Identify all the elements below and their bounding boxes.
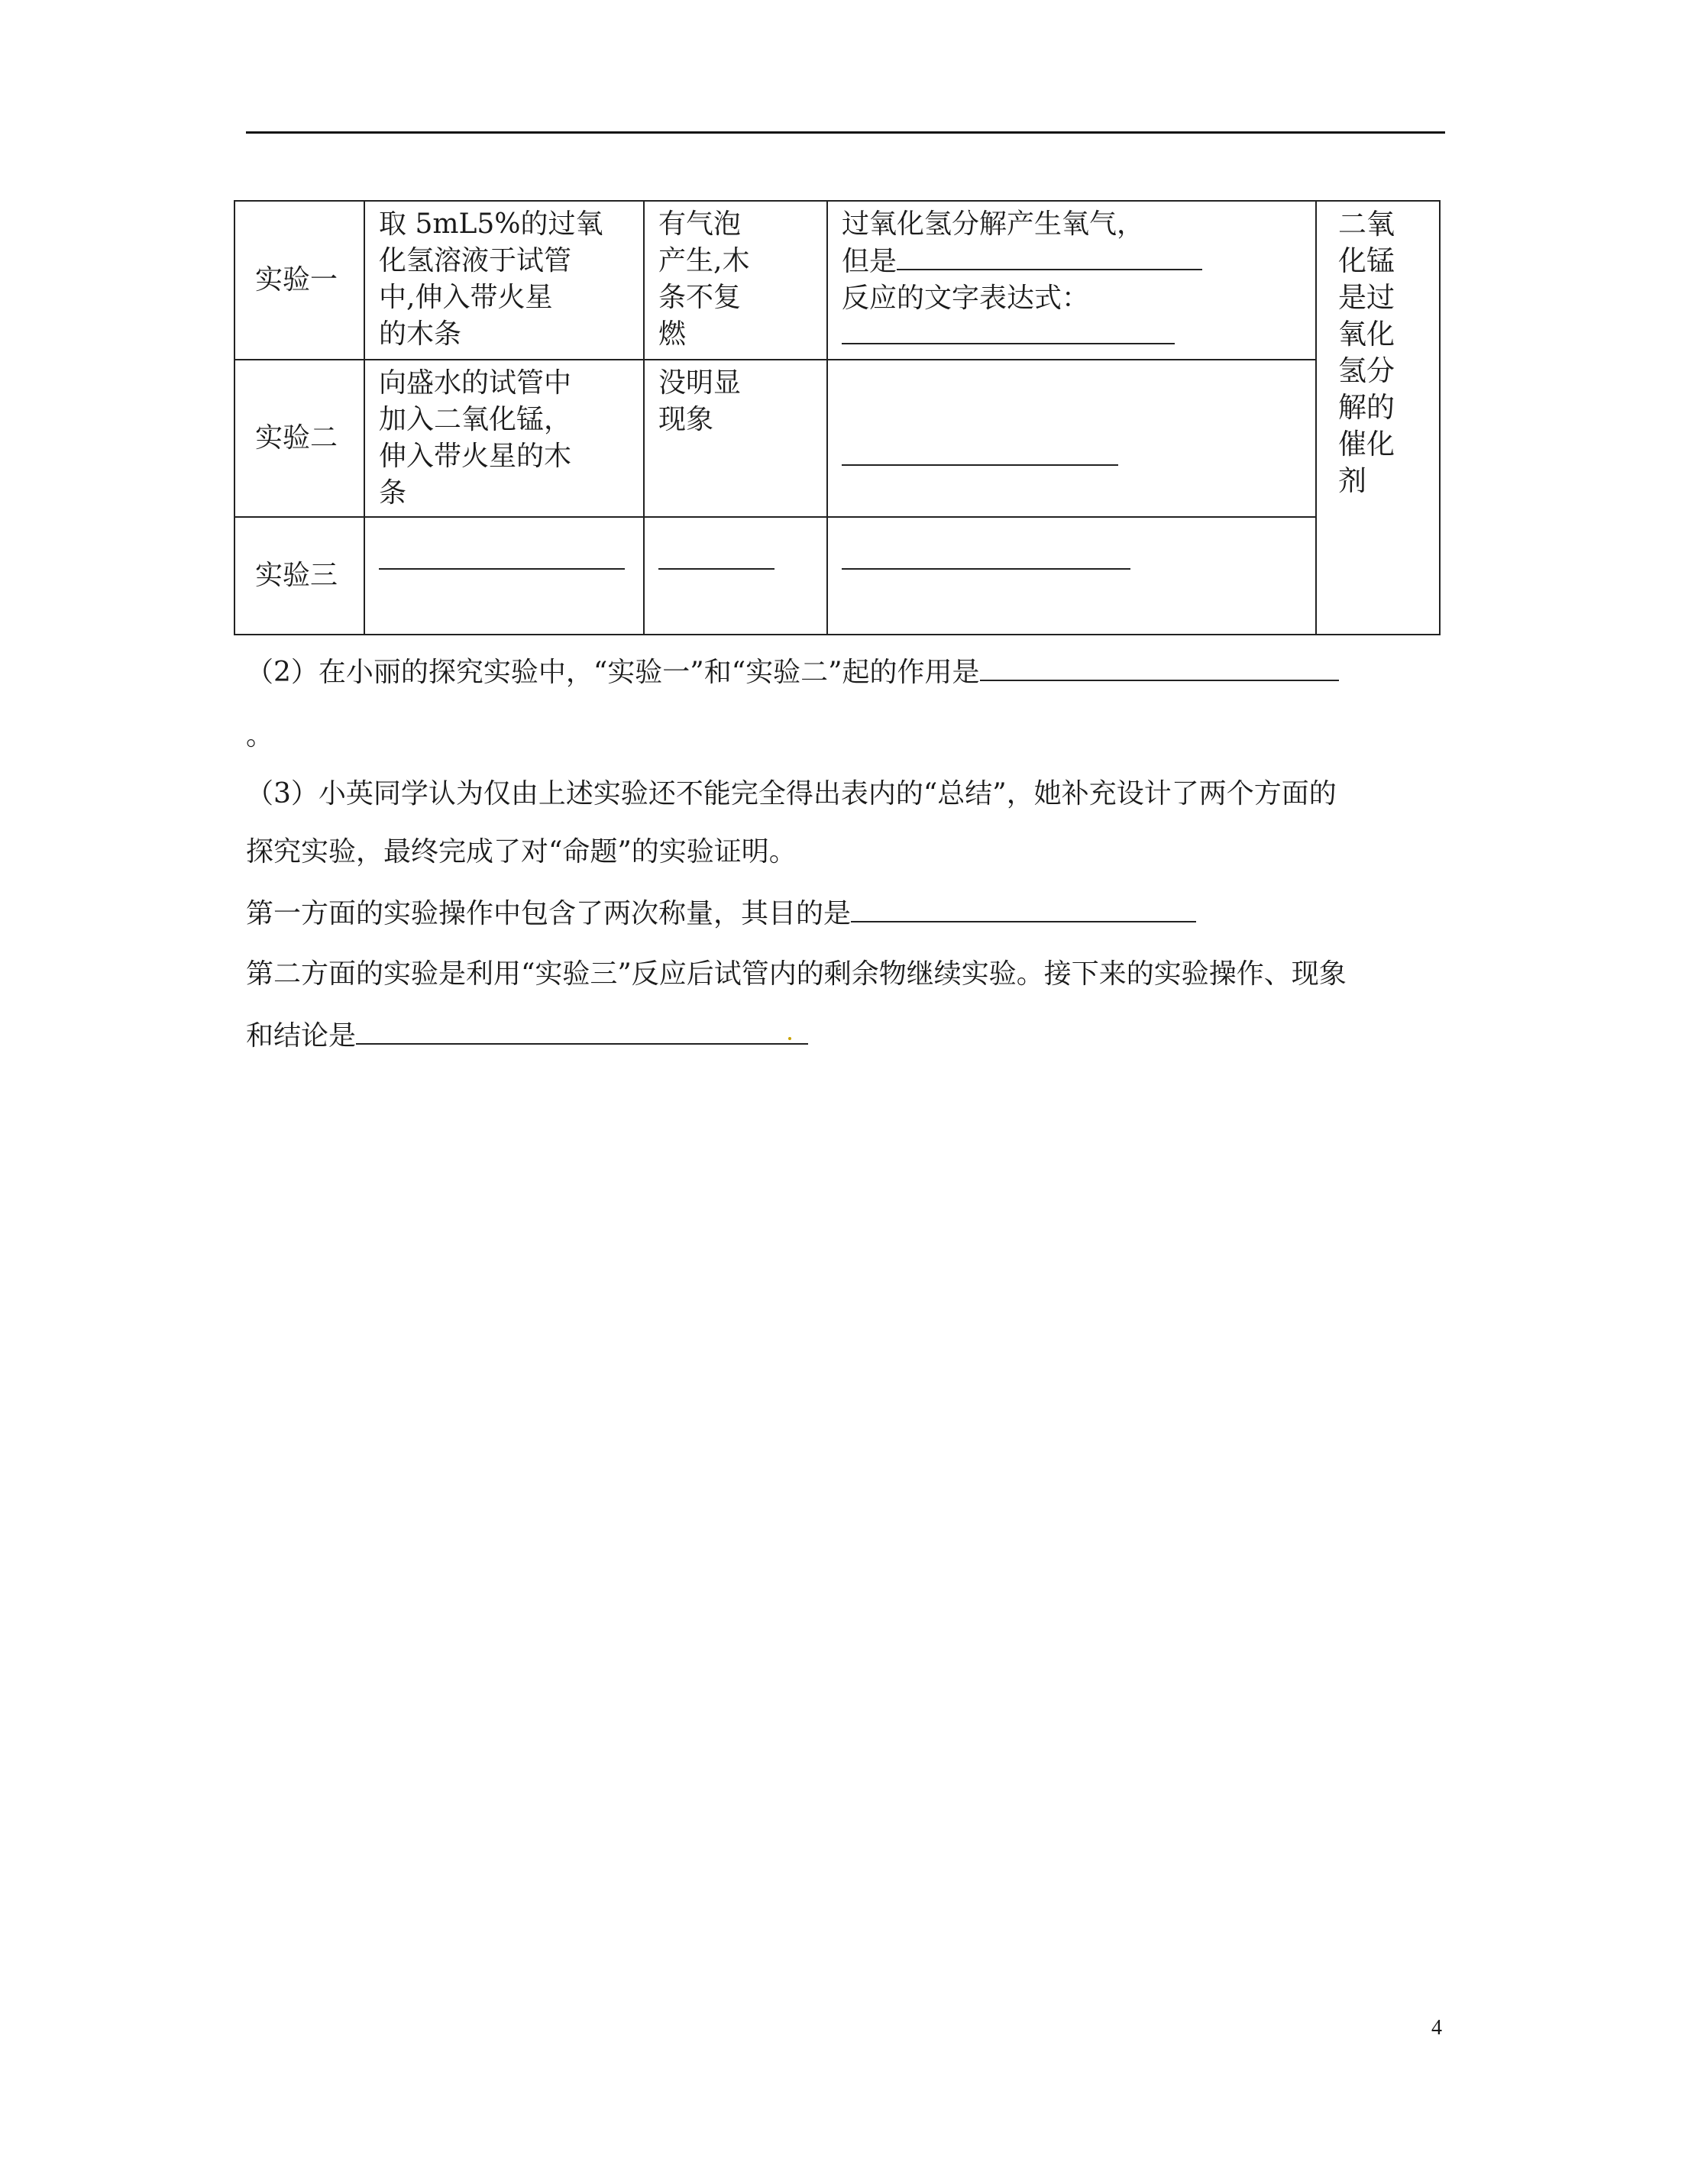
spacer	[842, 402, 1302, 438]
operation-line: 加入二氧化锰，	[379, 404, 572, 435]
summary-line: 化锰	[1338, 244, 1395, 277]
summary-line: 二氧	[1338, 208, 1395, 241]
answer-blank[interactable]	[980, 654, 1339, 681]
operation-cell-exp3	[364, 517, 644, 635]
conclusion-text: 过氧化氢分解产生氧气，	[842, 208, 1145, 240]
phenomenon-line: 没明显	[658, 367, 742, 399]
experiment-table	[234, 200, 1441, 635]
phenomenon-line: 现象	[658, 404, 714, 435]
answer-blank[interactable]	[842, 548, 1130, 570]
operation-line: 伸入带火星的木	[379, 441, 572, 472]
operation-line: 取 5mL5%的过氧	[379, 208, 603, 240]
first-aspect	[246, 895, 1196, 932]
answer-blank[interactable]	[356, 1017, 808, 1045]
phenomenon-cell-exp3	[644, 517, 827, 635]
row-label-exp1: 实验一	[234, 201, 364, 360]
phenomenon-cell-exp1	[644, 201, 827, 360]
summary-line: 剂	[1338, 464, 1366, 497]
conclusion-but-label: 但是	[842, 246, 897, 277]
operation-line: 条	[379, 477, 407, 509]
second-aspect-line2	[246, 1017, 808, 1055]
phenomenon-line: 条不复	[658, 282, 742, 313]
first-aspect-text: 第一方面的实验操作中包含了两次称量，其目的是	[246, 898, 852, 929]
row-label-exp3: 实验三	[234, 517, 364, 635]
answer-blank[interactable]	[842, 317, 1175, 344]
table-row	[234, 517, 1440, 635]
phenomenon-line: 有气泡	[658, 208, 742, 240]
header-rule	[246, 131, 1445, 134]
answer-blank[interactable]	[851, 895, 1196, 922]
answer-blank[interactable]	[897, 243, 1202, 270]
second-aspect-text: 和结论是	[246, 1020, 357, 1052]
phenomenon-cell-exp2	[644, 360, 827, 517]
operation-line: 向盛水的试管中	[379, 367, 572, 399]
question-2	[246, 654, 1448, 691]
row-label-exp2: 实验二	[234, 360, 364, 517]
question-3-line2: 探究实验，最终完成了对“命题”的实验证明。	[246, 836, 797, 867]
spacer	[842, 365, 1302, 402]
summary-line: 氢分	[1338, 354, 1395, 387]
summary-cell	[1316, 201, 1440, 635]
phenomenon-line: 产生,木	[658, 245, 750, 276]
conclusion-cell-exp3	[827, 517, 1316, 635]
question-3-line1: （3）小英同学认为仅由上述实验还不能完全得出表内的“总结”，她补充设计了两个方面的	[246, 778, 1337, 809]
table-row	[234, 360, 1440, 517]
second-aspect-line1: 第二方面的实验是利用“实验三”反应后试管内的剩余物继续实验。接下来的实验操作、现象	[246, 958, 1347, 990]
equation-line	[842, 317, 1302, 354]
answer-blank[interactable]	[842, 438, 1118, 466]
summary-line: 氧化	[1338, 318, 1395, 351]
question-2-end: 。	[246, 720, 274, 751]
table-row	[234, 201, 1440, 360]
equation-line	[842, 438, 1302, 476]
conclusion-cell-exp1	[827, 201, 1316, 360]
operation-line: 化氢溶液于试管	[379, 245, 572, 276]
page-number: 4	[1431, 2016, 1442, 2040]
operation-line: 的木条	[379, 318, 462, 350]
question-2-text: （2）在小丽的探究实验中，“实验一”和“实验二”起的作用是	[246, 657, 980, 688]
summary-line: 解的	[1338, 391, 1395, 424]
phenomenon-line: 燃	[658, 318, 687, 350]
answer-blank[interactable]	[379, 548, 625, 570]
conclusion-but-line	[842, 243, 1302, 280]
stray-dot	[788, 1037, 791, 1040]
operation-line: 中,伸入带火星	[379, 282, 553, 313]
operation-cell-exp2	[364, 360, 644, 517]
equation-label: 反应的文字表达式：	[842, 283, 1090, 314]
summary-line: 是过	[1338, 281, 1395, 314]
operation-cell-exp1	[364, 201, 644, 360]
summary-line: 催化	[1338, 428, 1395, 460]
conclusion-cell-exp2	[827, 360, 1316, 517]
answer-blank[interactable]	[658, 548, 774, 570]
